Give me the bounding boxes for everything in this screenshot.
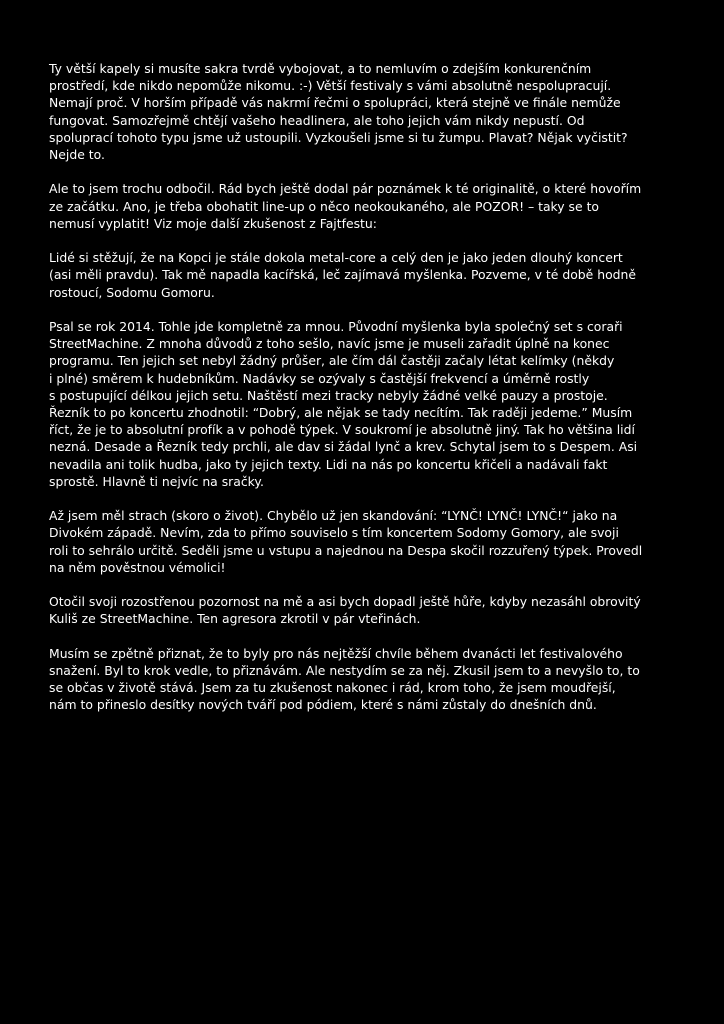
text-line: říct, že je to absolutní profík a v pohodě týpek. V soukromí je absolutně jiný. Tak ho většina lidí [49, 422, 635, 438]
text-line: ze začátku. Ano, je třeba obohatit line-up o něco neokoukaného, ale POZOR! – taky se to [49, 198, 600, 214]
text-line: fungovat. Samozřejmě chtějí vašeho headlinera, ale toho jejich vám nikdy nepustí. Od [49, 112, 585, 128]
text-line: Lidé si stěžují, že na Kopci je stále dokola metal-core a celý den je jako jeden dlouhý koncert [49, 250, 623, 266]
text-line: Kuliš ze StreetMachine. Ten agresora zkrotil v pár vteřinách. [49, 611, 421, 627]
text-line: StreetMachine. Z mnoha důvodů z toho sešlo, navíc jsme je museli zařadit úplně na konec [49, 336, 610, 352]
text-line: Až jsem měl strach (skoro o život). Chybělo už jen skandování: “LYNČ! LYNČ! LYNČ!“ jako na [49, 508, 618, 524]
text-line: rostoucí, Sodomu Gomoru. [49, 284, 215, 300]
paragraph-6 [49, 593, 684, 627]
paragraph-3 [49, 249, 684, 301]
text-line: Divokém západě. Nevím, zda to přímo souviselo s tím koncertem Sodomy Gomory, ale svoji [49, 525, 619, 541]
article-text [49, 60, 684, 714]
text-line: Řezník to po koncertu zhodnotil: “Dobrý, ale nějak se tady necítím. Tak raději jedeme.” Musím [49, 405, 633, 421]
text-line: Ale to jsem trochu odbočil. Rád bych ještě dodal pár poznámek k té originalitě, o které hovořím [49, 181, 642, 197]
text-line: nám to přineslo desítky nových tváří pod pódiem, které s námi zůstaly do dnešních dnů. [49, 697, 597, 713]
text-line: Nejde to. [49, 147, 105, 163]
text-line: se občas v životě stává. Jsem za tu zkušenost nakonec i rád, krom toho, že jsem moudřejší, [49, 680, 616, 696]
text-line: nemusí vyplatit! Viz moje další zkušenost z Fajtfestu: [49, 215, 377, 231]
paragraph-4 [49, 318, 684, 490]
text-line: s postupující délkou jejich setu. Naštěstí mezi tracky nebyly žádné velké pauzy a prostoje. [49, 387, 608, 403]
paragraph-1 [49, 60, 684, 163]
text-line: nevadila ani tolik hudba, jako ty jejich texty. Lidi na nás po koncertu křičeli a nadávali fakt [49, 456, 608, 472]
text-line: sprostě. Hlavně ti nejvíc na sračky. [49, 473, 264, 489]
text-line: Psal se rok 2014. Tohle jde kompletně za mnou. Původní myšlenka byla společný set s coraři [49, 319, 623, 334]
text-line: roli to sehrálo určitě. Seděli jsme u vstupu a najednou na Despa skočil rozzuřený týpek. Provedl [49, 542, 643, 558]
text-line: na něm pověstnou vémolici! [49, 559, 226, 575]
text-line: spoluprací tohoto typu jsme už ustoupili. Vyzkoušeli jsme si tu žumpu. Plavat? Nějak vyčistit? [49, 129, 628, 145]
paragraph-5 [49, 507, 684, 576]
text-line: (asi měli pravdu). Tak mě napadla kacířská, leč zajímavá myšlenka. Pozveme, v té době hodně [49, 267, 636, 283]
text-line: Musím se zpětně přiznat, že to byly pro nás nejtěžší chvíle během dvanácti let festivalového [49, 645, 623, 661]
text-line: Nemají proč. V horším případě vás nakrmí řečmi o spolupráci, která stejně ve finále nemůže [49, 95, 621, 111]
paragraph-2 [49, 180, 684, 232]
text-line: snažení. Byl to krok vedle, to přiznávám. Ale nestydím se za něj. Zkusil jsem to a nevyšlo to, to [49, 663, 640, 679]
text-line: programu. Ten jejich set nebyl žádný průšer, ale čím dál častěji začaly létat kelímky (někdy [49, 353, 615, 369]
text-line: prostředí, kde nikdo nepomůže nikomu. :-) Větší festivaly s vámi absolutně nespolupracují. [49, 78, 612, 94]
text-line: nezná. Desade a Řezník tedy prchli, ale dav si žádal lynč a krev. Schytal jsem to s Despem. Asi [49, 439, 638, 455]
text-line: i plné) směrem k hudebníkům. Nadávky se ozývaly s častější frekvencí a úměrně rostly [49, 370, 590, 386]
text-line: Otočil svoji rozostřenou pozornost na mě a asi bych dopadl ještě hůře, kdyby nezasáhl obrovitý [49, 594, 641, 610]
text-line: Ty větší kapely si musíte sakra tvrdě vybojovat, a to nemluvím o zdejším konkurenčním [49, 61, 592, 76]
paragraph-7 [49, 645, 684, 714]
